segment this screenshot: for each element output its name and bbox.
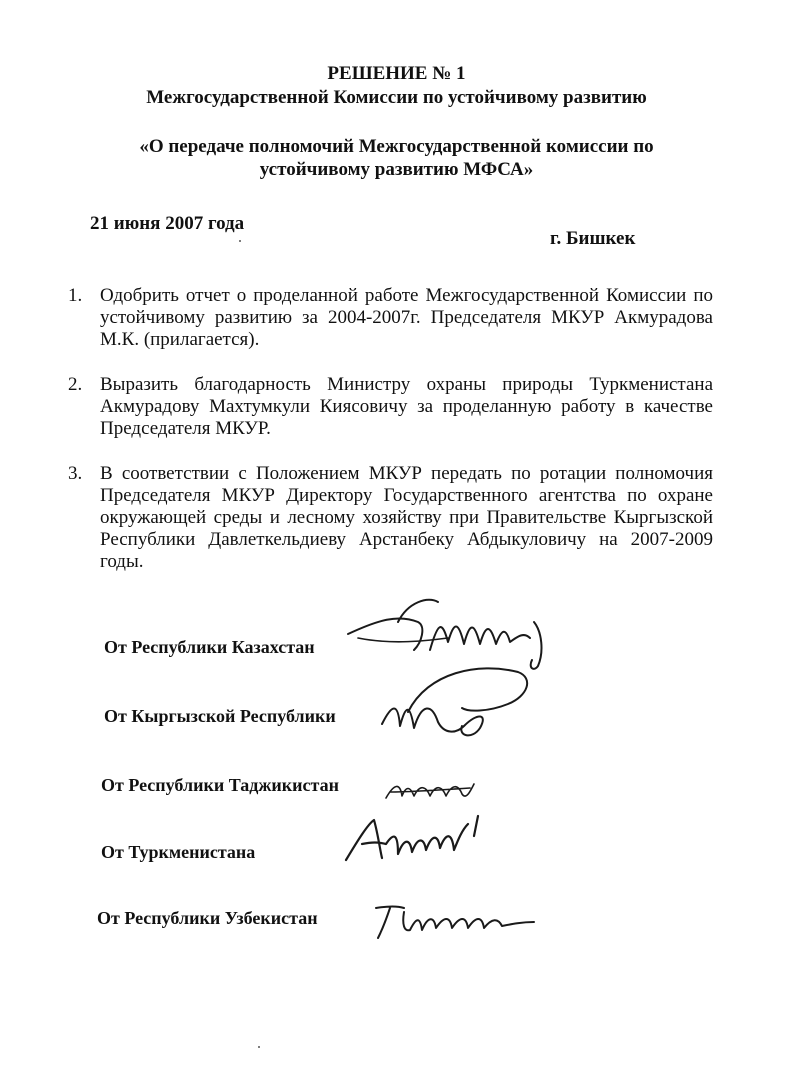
signatory-label-tajikistan: От Республики Таджикистан — [101, 775, 339, 795]
document-date: 21 июня 2007 года — [90, 213, 245, 234]
item-text: Выразить благодарность Министру охраны природы Туркменистана Акмурадову Махтумкули Киясовичу за проделанную работу в качестве Председателя МКУР. — [100, 374, 713, 439]
signatory-label-turkmenistan: От Туркменистана — [101, 842, 256, 862]
decision-item-3 — [68, 463, 713, 573]
item-number: 2. — [68, 374, 83, 395]
signature-kyrgyzstan — [368, 652, 538, 747]
scan-speck — [258, 1046, 260, 1048]
signature-tajikistan — [380, 770, 490, 810]
document-topic-line-1: «О передаче полномочий Межгосударственной комиссии по — [139, 136, 654, 157]
document-topic-line-2: устойчивому развитию МФСА» — [259, 159, 534, 180]
signature-uzbekistan — [364, 898, 544, 948]
document-city: г. Бишкек — [550, 228, 636, 249]
item-text: Одобрить отчет о проделанной работе Межгосударственной Комиссии по устойчивому развитию за 2004-2007г. Председателя МКУР Акмурадова М.К. (прилагается). — [100, 285, 713, 350]
document-title: РЕШЕНИЕ № 1 — [327, 63, 466, 84]
decision-item-1 — [68, 285, 713, 351]
decision-item-2 — [68, 374, 713, 440]
item-number: 1. — [68, 285, 83, 306]
signatory-label-kyrgyzstan: От Кыргызской Республики — [104, 706, 336, 726]
item-number: 3. — [68, 463, 83, 484]
document-subtitle: Межгосударственной Комиссии по устойчивому развитию — [146, 87, 647, 108]
signatory-label-uzbekistan: От Республики Узбекистан — [97, 908, 318, 928]
item-text: В соответствии с Положением МКУР передать по ротации полномочия Председателя МКУР Директору Государственного агентства по охране окружающей среды и лесному хозяйству при Правительстве Кыргызской Республики Давлеткельдиеву Арстанбеку Абдыкуловичу на 2007-2009 годы. — [100, 463, 713, 572]
signatory-label-kazakhstan: От Республики Казахстан — [104, 637, 315, 657]
signature-turkmenistan — [338, 810, 498, 870]
scan-speck — [239, 240, 241, 242]
